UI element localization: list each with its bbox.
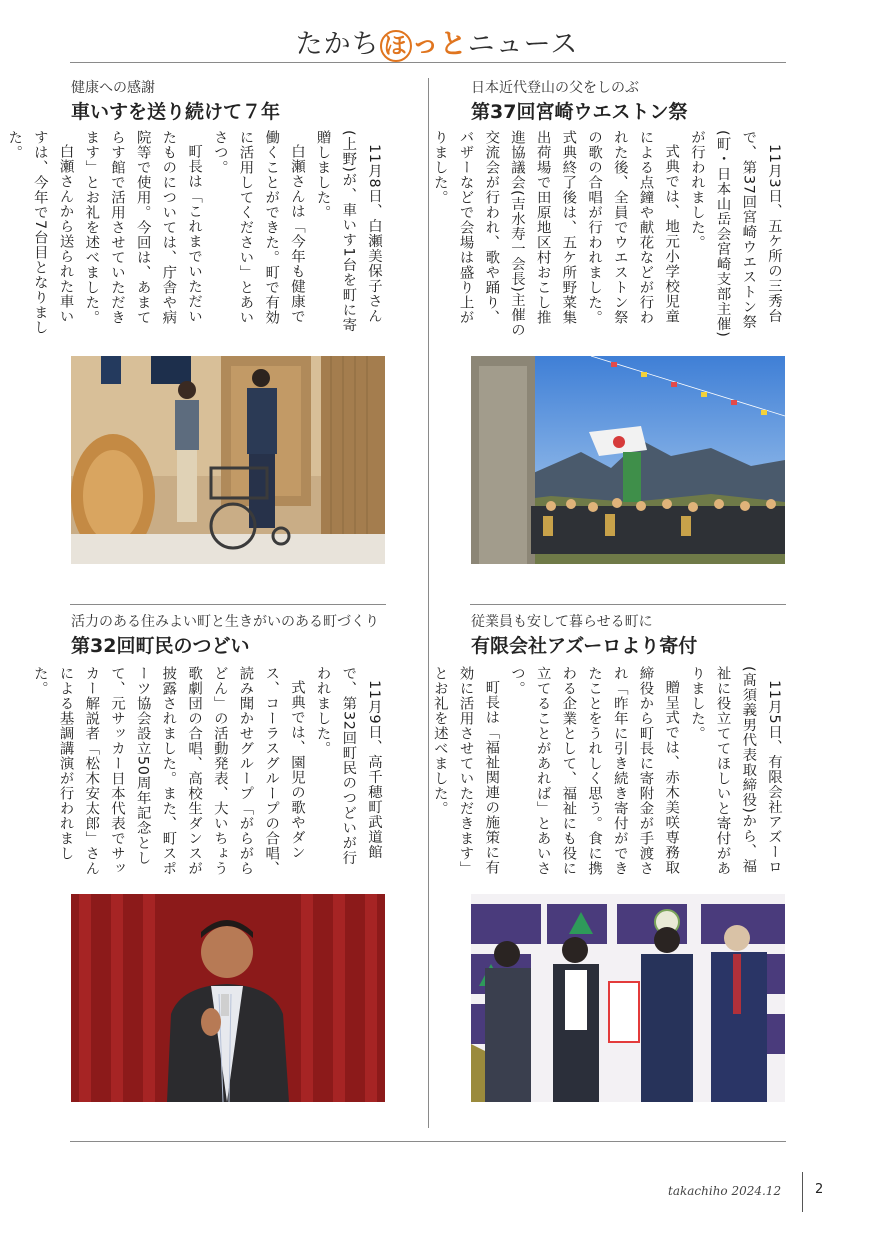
photo-townspeople-gathering-image xyxy=(71,894,385,1102)
article-headline: 第37回宮崎ウエストン祭 xyxy=(471,101,688,123)
article-headline: 第32回町民のつどい xyxy=(71,635,250,657)
footer-divider xyxy=(802,1172,803,1212)
article-azzurro-donation xyxy=(471,612,785,660)
article-townspeople-gathering xyxy=(71,612,385,660)
header-title-hot-circle: ほ xyxy=(380,30,412,62)
photo-azzurro-donation xyxy=(471,894,785,1102)
article-body-weston xyxy=(431,130,786,338)
article-paragraph: 11月8日、白瀬美保子さん(上野)が、車いす1台を町に寄贈しました。 xyxy=(314,130,382,333)
article-paragraph: 式典では、園児の歌やダンス、コーラスグループの合唱、読み聞かせグループ「がらがらどん」の活動発表、大いちょう歌劇団の合唱、高校生ダンスが披露されました。また、町スポーツ協会設立50周年記念として、元サッカー日本代表でサッカー解説者「松木安太郎」さんによる基調講演が行われました。 xyxy=(31,666,305,876)
photo-azzurro-donation-image xyxy=(471,894,785,1102)
page-header-title xyxy=(0,28,874,62)
header-title-prefix: たかち xyxy=(295,29,380,60)
article-kicker: 従業員も安して暮らせる町に xyxy=(471,614,653,630)
article-paragraph: 11月5日、有限会社アズーロ(髙須義男代表取締役)から、福祉に役立ててほしいと寄付がありました。 xyxy=(688,666,782,876)
photo-weston-festival-image xyxy=(471,356,785,564)
article-paragraph: 11月9日、高千穂町武道館で、第32回町民のつどいが行われました。 xyxy=(314,666,382,866)
page-number: 2 xyxy=(815,1182,824,1197)
article-paragraph: 白瀬さんは「今年も健康で働くことができた。町で有効に活用してください」とあいさつ。 xyxy=(211,130,305,325)
header-title-suffix: ニュース xyxy=(467,29,579,60)
footer-brand: takachiho 2024.12 xyxy=(668,1184,782,1198)
article-paragraph: 式典では、地元小学校児童による点鐘や献花などが行われた後、全員でウエストン祭の歌の合唱が行われました。式典終了後は、五ケ所野菜集出荷場で田原地区村おこし推進協議会(吉水寿一会長)主催の交流会が行われ、歌や踊り、バザーなどで会場は盛り上がりました。 xyxy=(431,130,680,338)
photo-weston-festival xyxy=(471,356,785,564)
article-paragraph: 贈呈式では、赤木美咲専務取締役から町長に寄附金が手渡され「昨年に引き続き寄付ができたことをうれしく思う。食に携わる企業として、福祉にも役に立てることがあれば」とあいさつ。 xyxy=(508,666,680,876)
article-weston-festival xyxy=(471,78,785,126)
article-body-wheelchair xyxy=(6,130,386,338)
article-paragraph: 町長は「福祉関連の施策に有効に活用させていただきます」とお礼を述べました。 xyxy=(431,666,500,876)
article-body-gathering xyxy=(31,666,386,876)
article-paragraph: 町長は「これまでいただいたものについては、庁舎や病院等で使用。今回は、あまてらす館で活用させていただきます」とお礼を述べました。 xyxy=(83,130,203,325)
article-kicker: 活力のある住みよい町と生きがいのある町づくり xyxy=(71,614,379,630)
photo-townspeople-gathering xyxy=(71,894,385,1102)
header-title-hot xyxy=(380,29,468,60)
article-paragraph: 11月3日、五ケ所の三秀台で、第37回宮崎ウエストン祭(町・日本山岳会宮崎支部主催)が行われました。 xyxy=(688,130,782,338)
header-title-hot-rest: っと xyxy=(411,29,468,60)
row-divider-left xyxy=(70,604,386,605)
article-kicker: 日本近代登山の父をしのぶ xyxy=(471,80,639,96)
photo-wheelchair-donation xyxy=(71,356,385,564)
photo-wheelchair-donation-image xyxy=(71,356,385,564)
article-paragraph: 白瀬さんから送られた車いすは、今年で7台目となりました。 xyxy=(6,130,74,335)
footer-rule xyxy=(70,1141,786,1142)
article-wheelchair-donation xyxy=(71,78,385,126)
header-rule xyxy=(70,62,786,63)
article-headline: 車いすを送り続けて７年 xyxy=(71,101,281,123)
article-headline: 有限会社アズーロより寄付 xyxy=(471,635,698,657)
article-body-azzurro xyxy=(431,666,786,876)
row-divider-right xyxy=(470,604,786,605)
article-kicker: 健康への感謝 xyxy=(71,80,155,96)
